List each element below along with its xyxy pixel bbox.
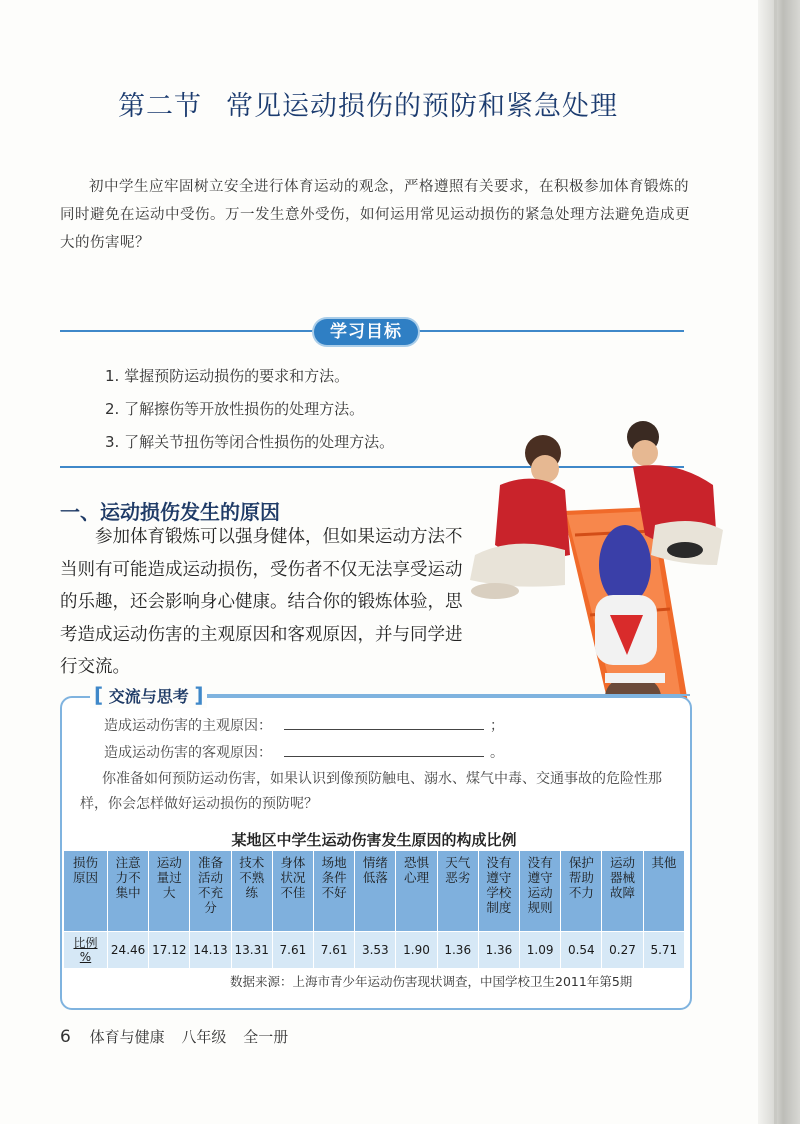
discussion-label: [ 交流与思考 ] [90, 682, 207, 708]
table-cell: 1.09 [520, 932, 561, 969]
goals-label: 学习目标 [314, 319, 418, 345]
question-subjective [104, 715, 504, 735]
section-title-text: 常见运动损伤的预防和紧急处理 [226, 91, 618, 122]
table-column-header: 恐惧 心理 [396, 851, 437, 932]
table-cell: 0.54 [561, 932, 602, 969]
subsection-title: 一、运动损伤发生的原因 [60, 500, 280, 524]
table-column-header: 保护 帮助 不力 [561, 851, 602, 932]
answer-blank[interactable] [284, 715, 484, 730]
data-source: 数据来源：上海市青少年运动伤害现状调查，中国学校卫生2011年第5期 [230, 974, 633, 989]
table-column-header: 注意 力不 集中 [108, 851, 149, 932]
table-cell: 14.13 [190, 932, 231, 969]
cause-ratio-table [63, 850, 685, 969]
question-objective [104, 742, 504, 762]
table-column-header: 运动 器械 故障 [602, 851, 643, 932]
table-column-header: 没有 遵守 学校 制度 [478, 851, 519, 932]
table-cell: 1.90 [396, 932, 437, 969]
table-value-row [64, 932, 685, 969]
discussion-paragraph: 你准备如何预防运动伤害，如果认识到像预防触电、溺水、煤气中毒、交通事故的危险性那样，你会怎样做好运动损伤的预防呢？ [80, 771, 662, 812]
table-cell: 17.12 [149, 932, 190, 969]
table-row-header: 损伤 原因 [64, 851, 108, 932]
book-title: 体育与健康 [89, 1028, 165, 1046]
table-cell: 3.53 [355, 932, 396, 969]
goal-item: 3. 了解关节扭伤等闭合性损伤的处理方法。 [105, 433, 395, 451]
table-column-header: 其他 [643, 851, 684, 932]
intro-paragraph: 初中学生应牢固树立安全进行体育运动的观念，严格遵照有关要求，在积极参加体育锻炼的同时避免在运动中受伤。万一发生意外受伤，如何运用常见运动损伤的紧急处理方法避免造成更大的伤害呢？ [60, 179, 690, 251]
discussion-rule [198, 694, 690, 696]
table-cell: 7.61 [272, 932, 313, 969]
table-column-header: 场地 条件 不好 [314, 851, 355, 932]
table-header-row [64, 851, 685, 932]
table-cell: 5.71 [643, 932, 684, 969]
table-cell: 1.36 [437, 932, 478, 969]
subsection-body: 参加体育锻炼可以强身健体，但如果运动方法不当则有可能造成运动损伤，受伤者不仅无法享受运动的乐趣，还会影响身心健康。结合你的锻炼体验，思考造成运动伤害的主观原因和客观原因，并与同学进行交流。 [60, 527, 463, 677]
table-column-header: 技术 不熟 练 [231, 851, 272, 932]
table-column-header: 情绪 低落 [355, 851, 396, 932]
question-end-mark: 。 [490, 745, 504, 761]
question-subjective-text: 造成运动伤害的主观原因： [104, 718, 272, 734]
table-column-header: 运动 量过 大 [149, 851, 190, 932]
goal-item: 1. 掌握预防运动损伤的要求和方法。 [105, 367, 350, 385]
section-number: 第二节 [118, 91, 202, 122]
page-title [118, 84, 618, 123]
table-column-header: 天气 恶劣 [437, 851, 478, 932]
table-cell: 0.27 [602, 932, 643, 969]
page-number: 6 [60, 1027, 71, 1047]
discussion-label-text: 交流与思考 [108, 687, 189, 706]
question-end-mark: ； [490, 718, 504, 734]
table-column-header: 身体 状况 不佳 [272, 851, 313, 932]
goals-list [105, 360, 394, 459]
table-cell: 24.46 [108, 932, 149, 969]
goal-item: 2. 了解擦伤等开放性损伤的处理方法。 [105, 400, 365, 418]
table-column-header: 准备 活动 不充 分 [190, 851, 231, 932]
table-cell: 13.31 [231, 932, 272, 969]
page-binding [758, 0, 800, 1124]
table-cell: 7.61 [314, 932, 355, 969]
grade-label: 八年级 [181, 1028, 227, 1046]
table-column-header: 没有 遵守 运动 规则 [520, 851, 561, 932]
table-value-header: 比例 % [64, 932, 108, 969]
table-title: 某地区中学生运动伤害发生原因的构成比例 [231, 831, 517, 849]
volume-label: 全一册 [243, 1028, 289, 1046]
answer-blank[interactable] [284, 742, 484, 757]
page-footer [60, 1026, 288, 1047]
question-objective-text: 造成运动伤害的客观原因： [104, 745, 272, 761]
table-cell: 1.36 [478, 932, 519, 969]
